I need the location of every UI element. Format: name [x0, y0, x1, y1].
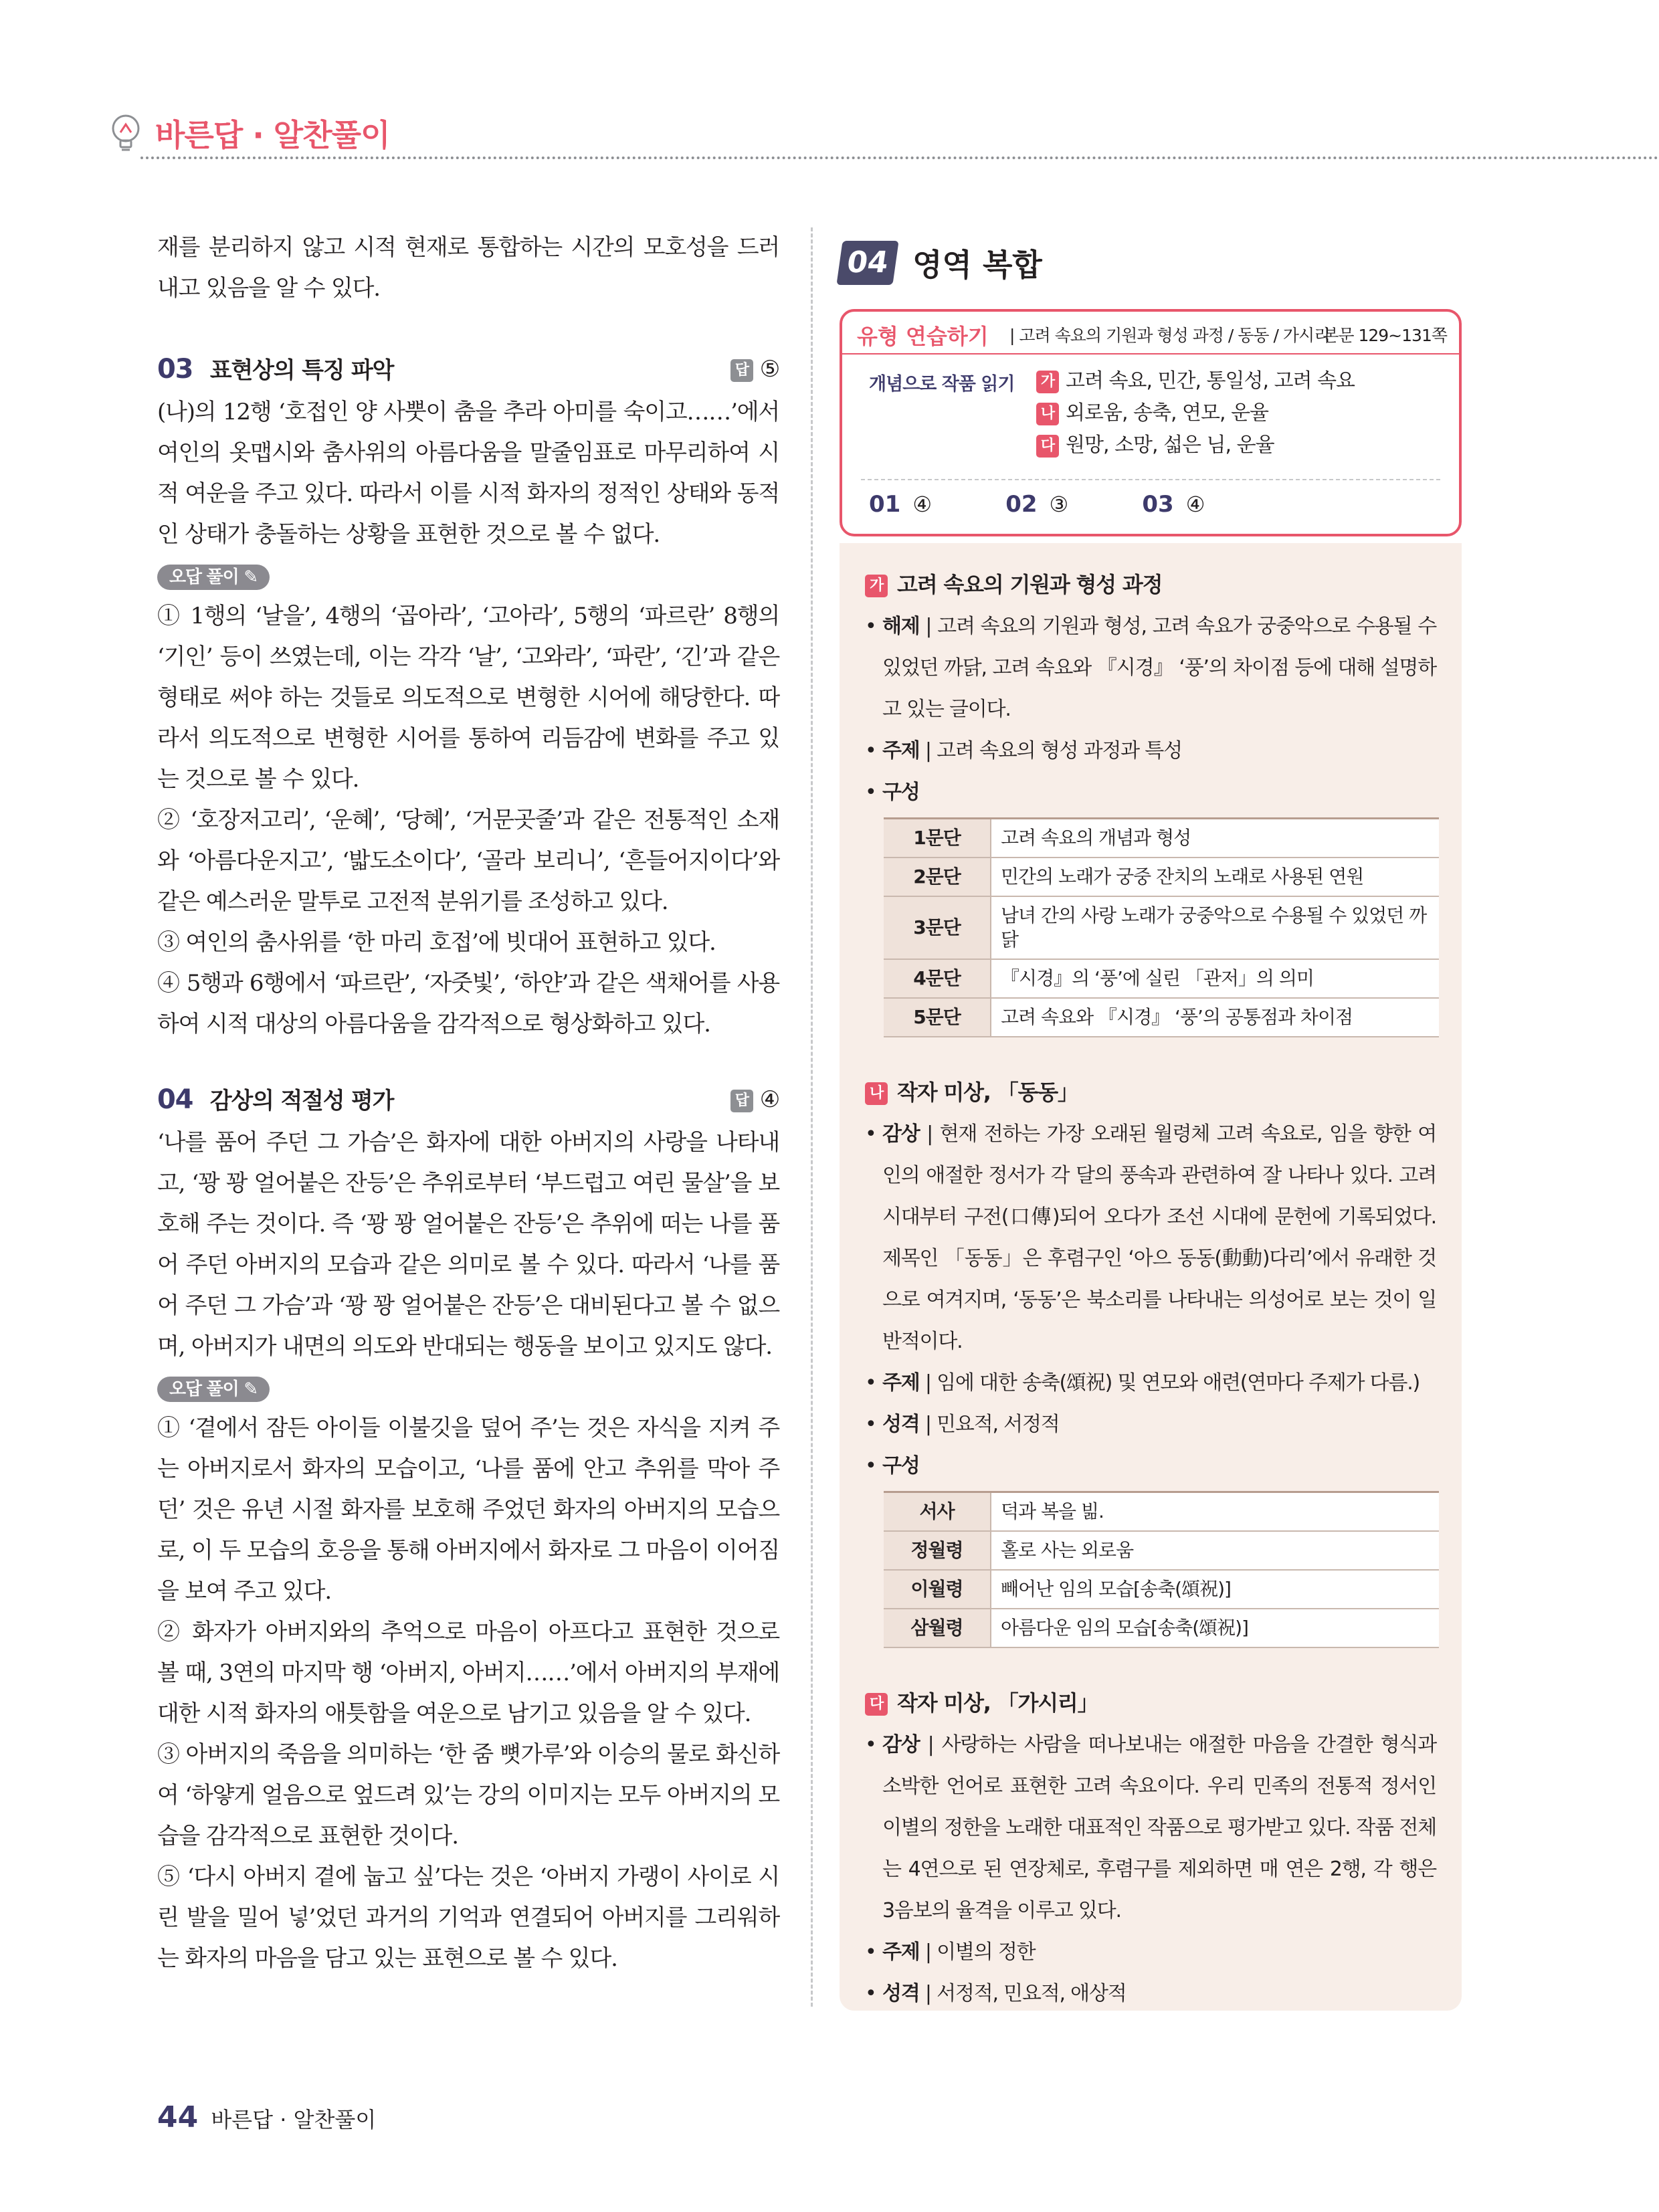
- da-heading: 다 작자 미상, 「가시리」: [865, 1682, 1436, 1724]
- practice-tag: 유형 연습하기: [857, 324, 989, 349]
- left-column: [157, 227, 779, 1979]
- na-gamsang: • 감상 | 현재 전하는 가장 오래된 월령체 고려 속요로, 임을 향한 여인의 애절한 정서가 각 달의 풍속과 관련하여 잘 나타나 있다. 고려 시대부터 구전(口傳)되어 오다가 조선 시대에 문헌에 기록되었다. 제목인 「동동」은 후렴구인 ‘아으 동동(動動)다리’에서 유래한 것으로 여겨지며, ‘동동’은 북소리를 나타내는 의성어로 보는 것이 일반적이다.: [865, 1114, 1436, 1363]
- q3-item: ③ 여인의 춤사위를 ‘한 마리 호접’에 빗대어 표현하고 있다.: [157, 929, 716, 956]
- table-row: 2문단 민간의 노래가 궁중 잔치의 노래로 사용된 연원: [884, 858, 1439, 896]
- mark-ga-icon: 가: [865, 575, 888, 597]
- concept-item: 나 외로움, 송축, 연모, 운율: [1036, 397, 1355, 429]
- answer-item: 03 ④: [1142, 491, 1205, 518]
- table-row: 정월령 홀로 사는 외로움: [884, 1531, 1439, 1570]
- concept-item: 가 고려 속요, 민간, 통일성, 고려 속요: [1036, 365, 1355, 397]
- header-title: 바른답 · 알찬풀이: [155, 117, 390, 153]
- q3-number: 03: [157, 354, 193, 385]
- answer-icon: 답: [730, 1090, 753, 1112]
- concept-label: 개념으로 작품 읽기: [869, 374, 1015, 395]
- q4-odap-label: 오답 풀이 ✎: [157, 1377, 270, 1402]
- practice-topic: | 고려 속요의 기원과 형성 과정 / 동동 / 가시리: [1009, 326, 1330, 345]
- na-structure-table: [884, 1491, 1439, 1648]
- na-heading: 나 작자 미상, 「동동」: [865, 1071, 1436, 1114]
- answer-row: [869, 491, 1272, 518]
- intro-text: 재를 분리하지 않고 시적 현재로 통합하는 시간의 모호성을 드러내고 있음을 알 수 있다.: [157, 234, 779, 302]
- mark-da-icon: 다: [1036, 435, 1059, 458]
- ga-structure-table: [884, 817, 1439, 1037]
- ga-haeje: • 해제 | 고려 속요의 기원과 형성, 고려 속요가 궁중악으로 수용될 수 있었던 까닭, 고려 속요와 『시경』 ‘풍’의 차이점 등에 대해 설명하고 있는 글이다.: [865, 606, 1436, 730]
- da-sunggyeok: • 성격 | 서정적, 민요적, 애상적: [865, 1973, 1436, 2015]
- mark-na-icon: 나: [865, 1082, 888, 1105]
- page-footer: [157, 2100, 376, 2134]
- table-row: 1문단 고려 속요의 개념과 형성: [884, 819, 1439, 858]
- q4-item: ① ‘곁에서 잠든 아이들 이불깃을 덮어 주’는 것은 자식을 지켜 주는 아버지로서 화자의 모습이고, ‘나를 품에 안고 추위를 막아 주던’ 것은 유년 시절 화자를 보호해 주었던 화자의 아버지의 모습으로, 이 두 모습의 호응을 통해 아버지에서 화자로 그 마음이 이어짐을 보여 주고 있다.: [157, 1415, 779, 1605]
- explanation-panel: [840, 543, 1462, 2011]
- q4-item: ③ 아버지의 죽음을 의미하는 ‘한 줌 뼛가루’와 이승의 물로 화신하여 ‘하얗게 얼음으로 엎드려 있’는 강의 이미지는 모두 아버지의 모습을 감각적으로 표현한 것이다.: [157, 1741, 779, 1849]
- practice-pages: 본문 129~131쪽: [1323, 326, 1447, 345]
- q4-item: ② 화자가 아버지와의 추억으로 마음이 아프다고 표현한 것으로 볼 때, 3연의 마지막 행 ‘아버지, 아버지……’에서 아버지의 부재에 대한 시적 화자의 애틋함을 여운으로 남기고 있음을 알 수 있다.: [157, 1619, 779, 1727]
- table-row: 이월령 빼어난 임의 모습[송축(頌祝)]: [884, 1570, 1439, 1609]
- table-row: 4문단 『시경』의 ‘풍’에 실린 「관저」의 의미: [884, 959, 1439, 998]
- table-row: 5문단 고려 속요와 『시경』 ‘풍’의 공통점과 차이점: [884, 998, 1439, 1037]
- mark-da-icon: 다: [865, 1693, 888, 1716]
- lightbulb-icon: [107, 112, 147, 155]
- q4-answer: 답 ④: [730, 1080, 779, 1120]
- section-name: 영역 복합: [912, 247, 1042, 283]
- page-number: 44: [157, 2100, 199, 2134]
- q4-title: 감상의 적절성 평가: [209, 1088, 394, 1114]
- table-row: 삼월령 아름다운 임의 모습[송축(頌祝)]: [884, 1609, 1439, 1647]
- ga-gusung: • 구성: [865, 772, 1436, 813]
- na-gusung: • 구성: [865, 1445, 1436, 1487]
- answer-item: 01 ④: [869, 491, 933, 518]
- mark-ga-icon: 가: [1036, 371, 1059, 393]
- ga-juje: • 주제 | 고려 속요의 형성 과정과 특성: [865, 730, 1436, 772]
- mark-na-icon: 나: [1036, 403, 1059, 425]
- da-gamsang: • 감상 | 사랑하는 사람을 떠나보내는 애절한 마음을 간결한 형식과 소박한 언어로 표현한 고려 속요이다. 우리 민족의 전통적 정서인 이별의 정한을 노래한 대표적인 작품으로 평가받고 있다. 작품 전체는 4연으로 된 연장체로, 후렴구를 제외하면 매 연은 2행, 각 행은 3음보의 율격을 이루고 있다.: [865, 1724, 1436, 1932]
- concept-list: [1036, 365, 1355, 462]
- section-title: [840, 241, 1042, 294]
- q4-item: ⑤ ‘다시 아버지 곁에 눕고 싶’다는 것은 ‘아버지 가랭이 사이로 시린 발을 밀어 넣’었던 과거의 기억과 연결되어 아버지를 그리워하는 화자의 마음을 담고 있는 표현으로 볼 수 있다.: [157, 1864, 779, 1972]
- column-divider: [811, 227, 813, 2007]
- answer-item: 02 ③: [1005, 491, 1069, 518]
- q3-item: ① 1행의 ‘날을’, 4행의 ‘곱아라’, ‘고아라’, 5행의 ‘파르란’ 8행의 ‘기인’ 등이 쓰였는데, 이는 각각 ‘날’, ‘고와라’, ‘파란’, ‘긴’과 같은 형태로 써야 하는 것들로 의도적으로 변형한 시어에 해당한다. 따라서 의도적으로 변형한 시어를 통하여 리듬감에 변화를 주고 있는 것으로 볼 수 있다.: [157, 603, 779, 793]
- header-divider: [140, 157, 1659, 159]
- q3-answer: 답 ⑤: [730, 349, 779, 390]
- na-sunggyeok: • 성격 | 민요적, 서정적: [865, 1404, 1436, 1445]
- table-row: 서사 덕과 복을 빎.: [884, 1492, 1439, 1532]
- q3-title: 표현상의 특징 파악: [209, 357, 394, 384]
- q3-heading: [157, 349, 779, 392]
- footer-title: 바른답 · 알찬풀이: [211, 2107, 377, 2132]
- section-number: 04: [836, 241, 898, 285]
- q3-item: ② ‘호장저고리’, ‘운혜’, ‘당혜’, ‘거문곳줄’과 같은 전통적인 소재와 ‘아름다운지고’, ‘밟도소이다’, ‘골라 보리니’, ‘흔들어지이다’와 같은 예스러운 말투로 고전적 분위기를 조성하고 있다.: [157, 807, 779, 915]
- q4-heading: [157, 1080, 779, 1122]
- q3-body: (나)의 12행 ‘호접인 양 사뿟이 춤을 추라 아미를 숙이고……’에서 여인의 옷맵시와 춤사위의 아름다움을 말줄임표로 마무리하여 시적 여운을 주고 있다. 따라서 이를 시적 화자의 정적인 상태와 동적인 상태가 충돌하는 상황을 표현한 것으로 볼 수 없다.: [157, 399, 779, 548]
- ga-heading: 가 고려 속요의 기원과 형성 과정: [865, 563, 1436, 606]
- q4-number: 04: [157, 1084, 193, 1115]
- q3-odap-label: 오답 풀이 ✎: [157, 565, 270, 590]
- concept-item: 다 원망, 소망, 섧은 님, 운율: [1036, 429, 1355, 462]
- practice-box-header: [842, 312, 1459, 355]
- na-juje: • 주제 | 임에 대한 송축(頌祝) 및 연모와 애련(연마다 주제가 다름.): [865, 1363, 1436, 1404]
- q3-item: ④ 5행과 6행에서 ‘파르란’, ‘자줏빛’, ‘하얀’과 같은 색채어를 사용하여 시적 대상의 아름다움을 감각적으로 형상화하고 있다.: [157, 970, 779, 1037]
- q4-body: ‘나를 품어 주던 그 가슴’은 화자에 대한 아버지의 사랑을 나타내고, ‘꽝 꽝 얼어붙은 잔등’은 추위로부터 ‘부드럽고 여린 물살’을 보호해 주는 것이다. 즉 ‘꽝 꽝 얼어붙은 잔등’은 추위에 떠는 나를 품어 주던 아버지의 모습과 같은 의미로 볼 수 있다. 따라서 ‘나를 품어 주던 그 가슴’과 ‘꽝 꽝 얼어붙은 잔등’은 대비된다고 볼 수 없으며, 아버지가 내면의 의도와 반대되는 행동을 보이고 있지도 않다.: [157, 1129, 779, 1360]
- box-divider: [861, 479, 1440, 480]
- da-juje: • 주제 | 이별의 정한: [865, 1932, 1436, 1973]
- table-row: 3문단 남녀 간의 사랑 노래가 궁중악으로 수용될 수 있었던 까닭: [884, 896, 1439, 959]
- practice-box: [840, 309, 1462, 536]
- answer-icon: 답: [730, 359, 753, 382]
